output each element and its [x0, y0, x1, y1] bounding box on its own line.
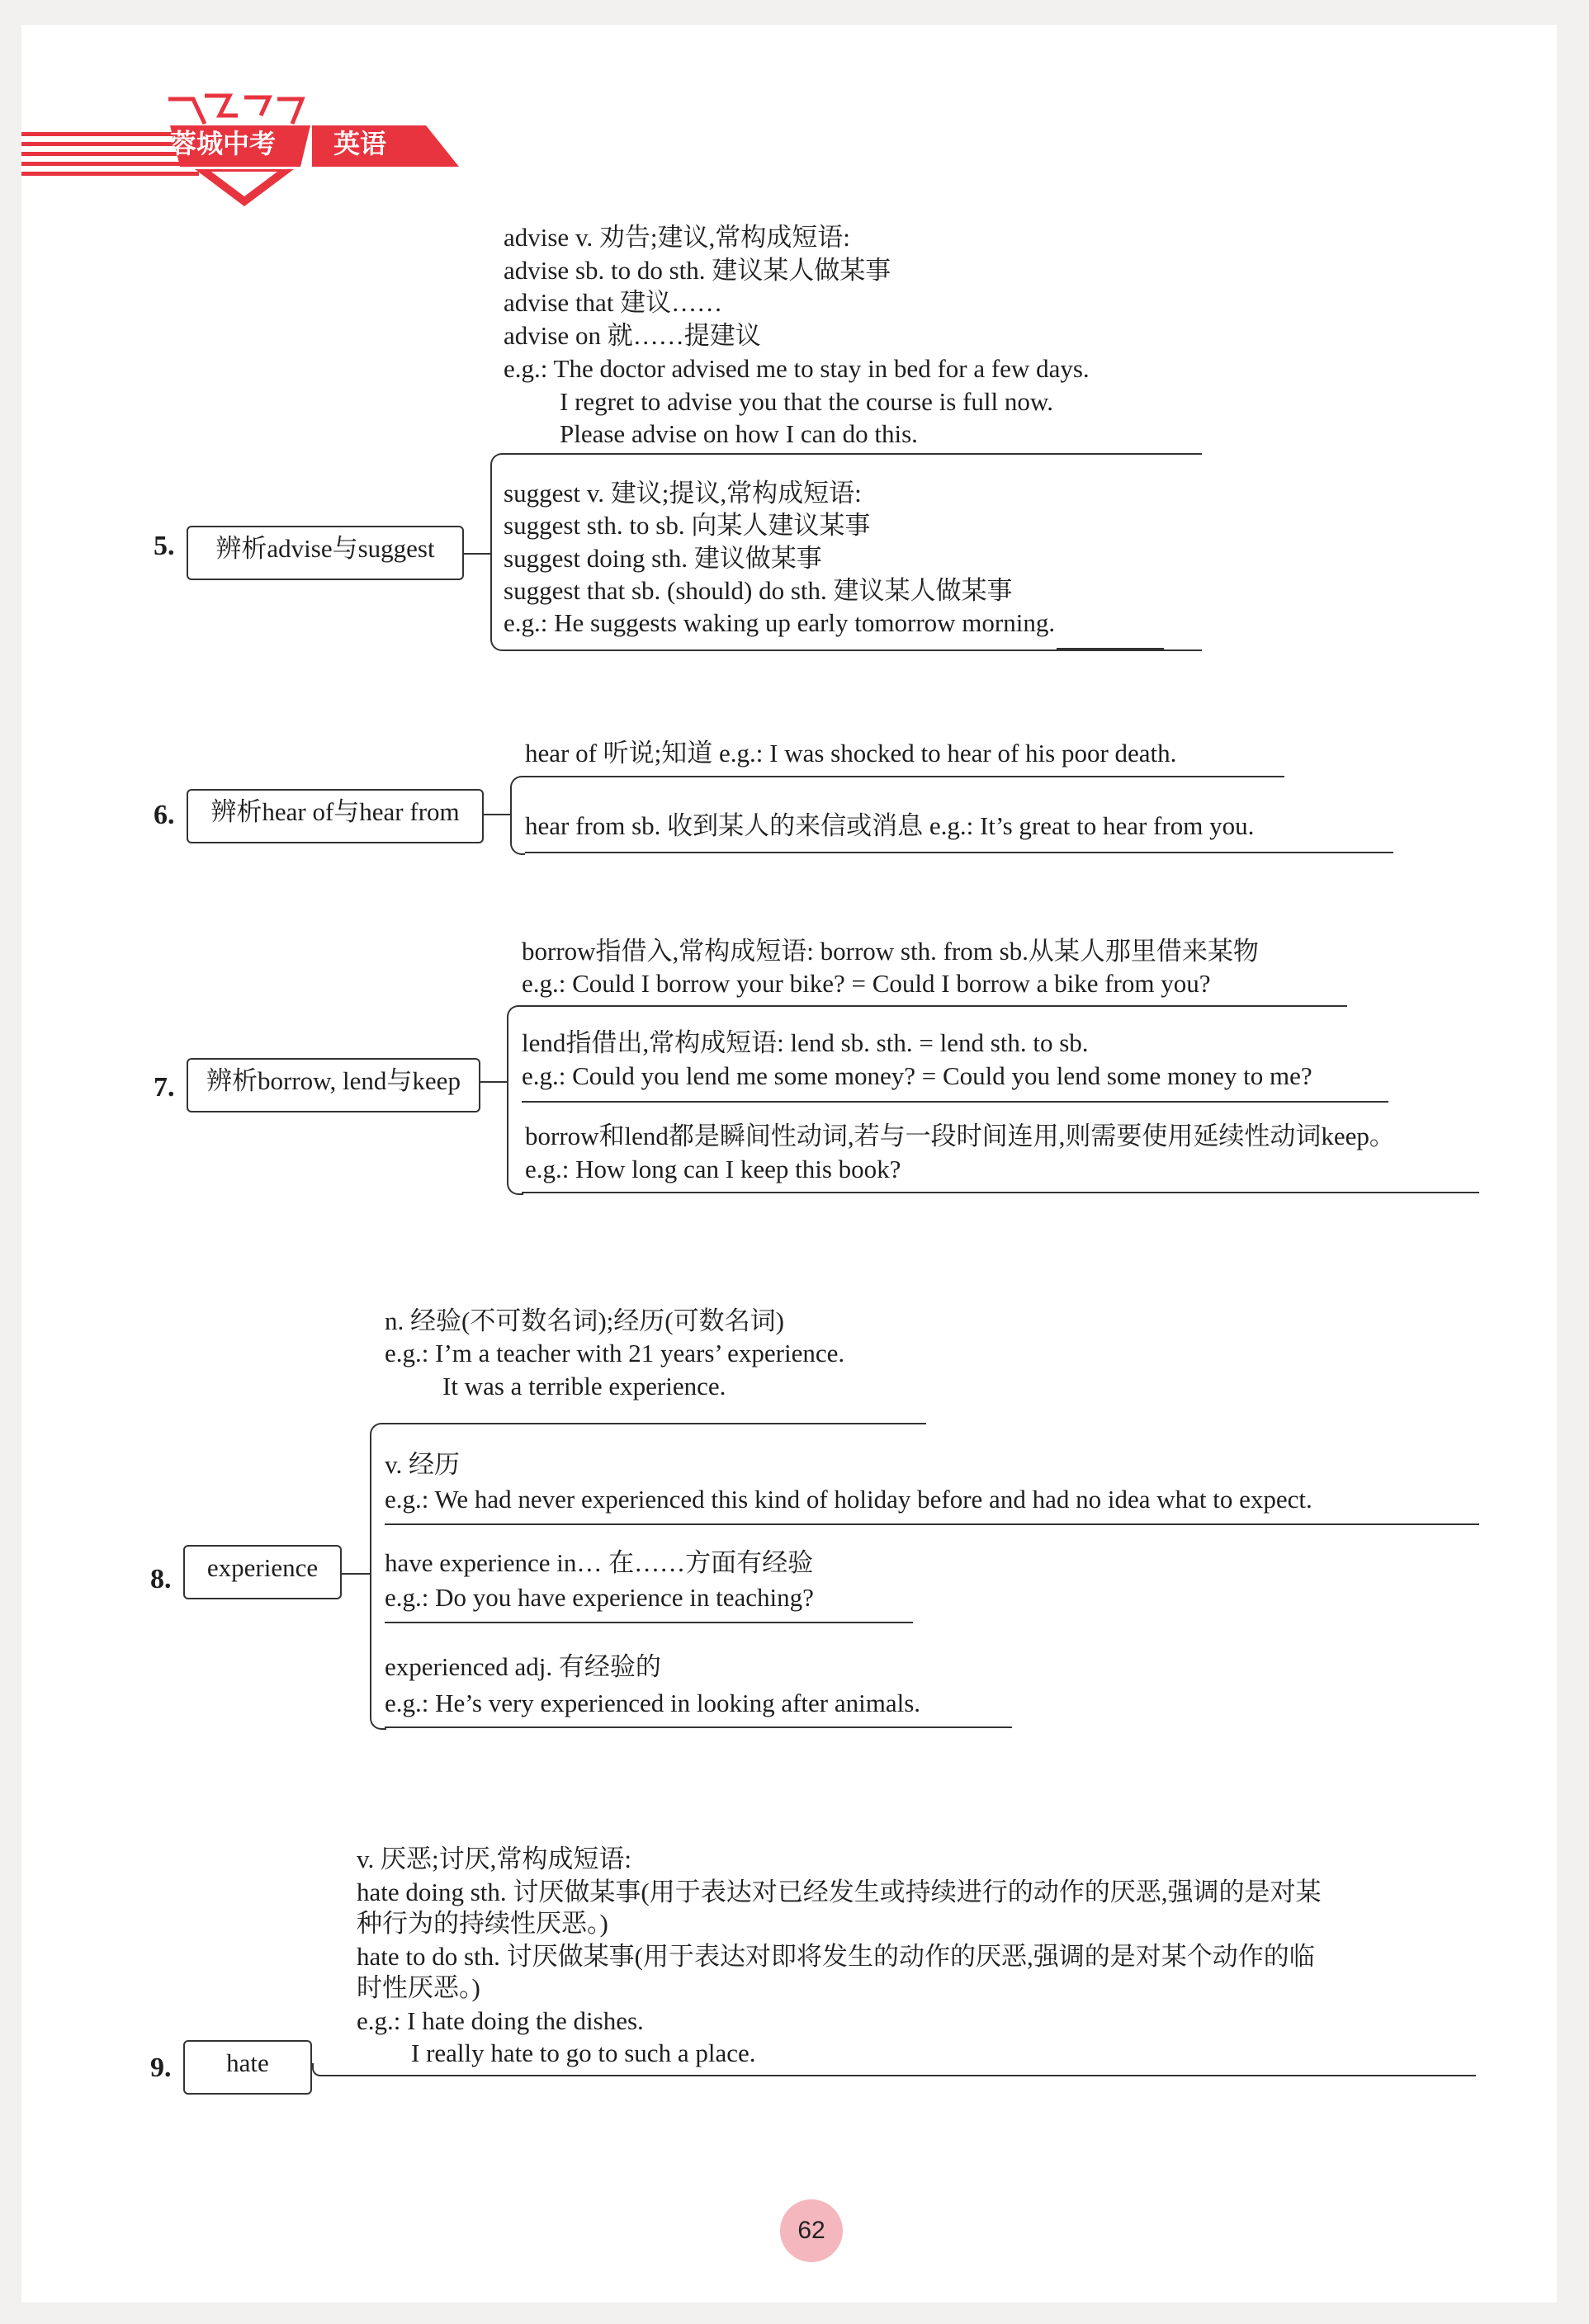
topic-box: experience [183, 1545, 342, 1599]
noun-line: n. 经验(不可数名词);经历(可数名词) [385, 1306, 784, 1335]
phrase-line: have experience in… 在……方面有经验 [385, 1548, 814, 1577]
topic-box: 辨析advise与suggest [187, 526, 464, 580]
hate-line: 时性厌恶。) [357, 1973, 480, 2002]
phrase-example: e.g.: Do you have experience in teaching? [385, 1583, 814, 1612]
branch-bracket [507, 1005, 523, 1195]
advise-example: e.g.: The doctor advised me to stay in bed for a few days. [504, 354, 1090, 383]
item-number: 7. [154, 1072, 175, 1103]
hate-line: 种行为的持续性厌恶。) [357, 1909, 608, 1938]
branch-bracket [370, 1423, 386, 1730]
brand-name: 蓉城中考 [170, 128, 277, 159]
advise-line: advise v. 劝告;建议,常构成短语: [504, 223, 850, 252]
lend-example: e.g.: Could you lend me some money? = Could you lend some money to me? [522, 1061, 1312, 1090]
advise-line: advise that 建议…… [504, 288, 723, 317]
item-number: 5. [154, 531, 175, 561]
connector [342, 1573, 370, 1575]
hate-example: e.g.: I hate doing the dishes. [357, 2006, 644, 2035]
suggest-line: suggest that sb. (should) do sth. 建议某人做某事 [504, 576, 1013, 605]
rule [522, 1005, 1347, 1007]
branch-bracket [510, 776, 525, 855]
hate-line: v. 厌恶;讨厌,常构成短语: [357, 1845, 631, 1873]
subject-name: 英语 [333, 128, 387, 159]
connector [464, 553, 490, 555]
adj-example: e.g.: He’s very experienced in looking after animals. [385, 1689, 921, 1717]
suggest-example: e.g.: He suggests waking up early tomorrow morning. [504, 608, 1056, 637]
connector [312, 2063, 343, 2076]
topic-box: 辨析hear of与hear from [187, 789, 484, 843]
adj-line: experienced adj. 有经验的 [385, 1652, 661, 1681]
rule [385, 1523, 1479, 1525]
hate-example: I really hate to go to such a place. [411, 2038, 756, 2067]
rule [1057, 648, 1164, 649]
rule [525, 852, 1393, 853]
rule [522, 1192, 1479, 1193]
verb-example: e.g.: We had never experienced this kind of holiday before and had no idea what to expect. [385, 1485, 1312, 1514]
borrow-line: borrow指借入,常构成短语: borrow sth. from sb.从某人那里借来某物 [522, 937, 1259, 966]
item-number: 9. [150, 2052, 172, 2083]
keep-example: e.g.: How long can I keep this book? [525, 1155, 901, 1183]
borrow-example: e.g.: Could I borrow your bike? = Could I borrow a bike from you? [522, 969, 1211, 998]
rule [385, 1622, 913, 1623]
rule [522, 1101, 1388, 1103]
verb-line: v. 经历 [385, 1450, 460, 1479]
hear-of-line: hear of 听说;知道 e.g.: I was shocked to hear of his poor death. [525, 739, 1177, 768]
noun-example: e.g.: I’m a teacher with 21 years’ experience. [385, 1339, 845, 1367]
connector [480, 1081, 507, 1083]
advise-line: advise on 就……提建议 [504, 321, 761, 350]
rule [385, 1423, 926, 1424]
suggest-line: suggest doing sth. 建议做某事 [504, 544, 822, 573]
lend-line: lend指借出,常构成短语: lend sb. sth. = lend sth. to sb. [522, 1028, 1089, 1057]
hate-line: hate doing sth. 讨厌做某事(用于表达对已经发生或持续进行的动作的厌恶,强调的是对某 [357, 1878, 1322, 1906]
rule [385, 1726, 1012, 1728]
suggest-line: suggest v. 建议;提议,常构成短语: [504, 479, 862, 508]
suggest-line: suggest sth. to sb. 向某人建议某事 [504, 511, 871, 540]
topic-box: 辨析borrow, lend与keep [187, 1058, 480, 1112]
hate-line: hate to do sth. 讨厌做某事(用于表达对即将发生的动作的厌恶,强调的是对某个动作的临 [357, 1942, 1315, 1971]
noun-example: It was a terrible experience. [442, 1372, 726, 1401]
advise-example: Please advise on how I can do this. [560, 419, 918, 448]
item-number: 8. [150, 1564, 172, 1594]
topic-box: hate [183, 2040, 312, 2095]
advise-line: advise sb. to do sth. 建议某人做某事 [504, 256, 891, 285]
advise-example: I regret to advise you that the course is full now. [560, 387, 1054, 416]
hear-from-line: hear from sb. 收到某人的来信或消息 e.g.: It’s great to hear from you. [525, 811, 1255, 840]
item-number: 6. [154, 800, 175, 830]
keep-line: borrow和lend都是瞬间性动词,若与一段时间连用,则需要使用延续性动词keep。 [525, 1122, 1395, 1150]
connector [484, 814, 510, 815]
page-number: 62 [780, 2199, 843, 2262]
rule [340, 2075, 1476, 2076]
rule [525, 776, 1284, 777]
